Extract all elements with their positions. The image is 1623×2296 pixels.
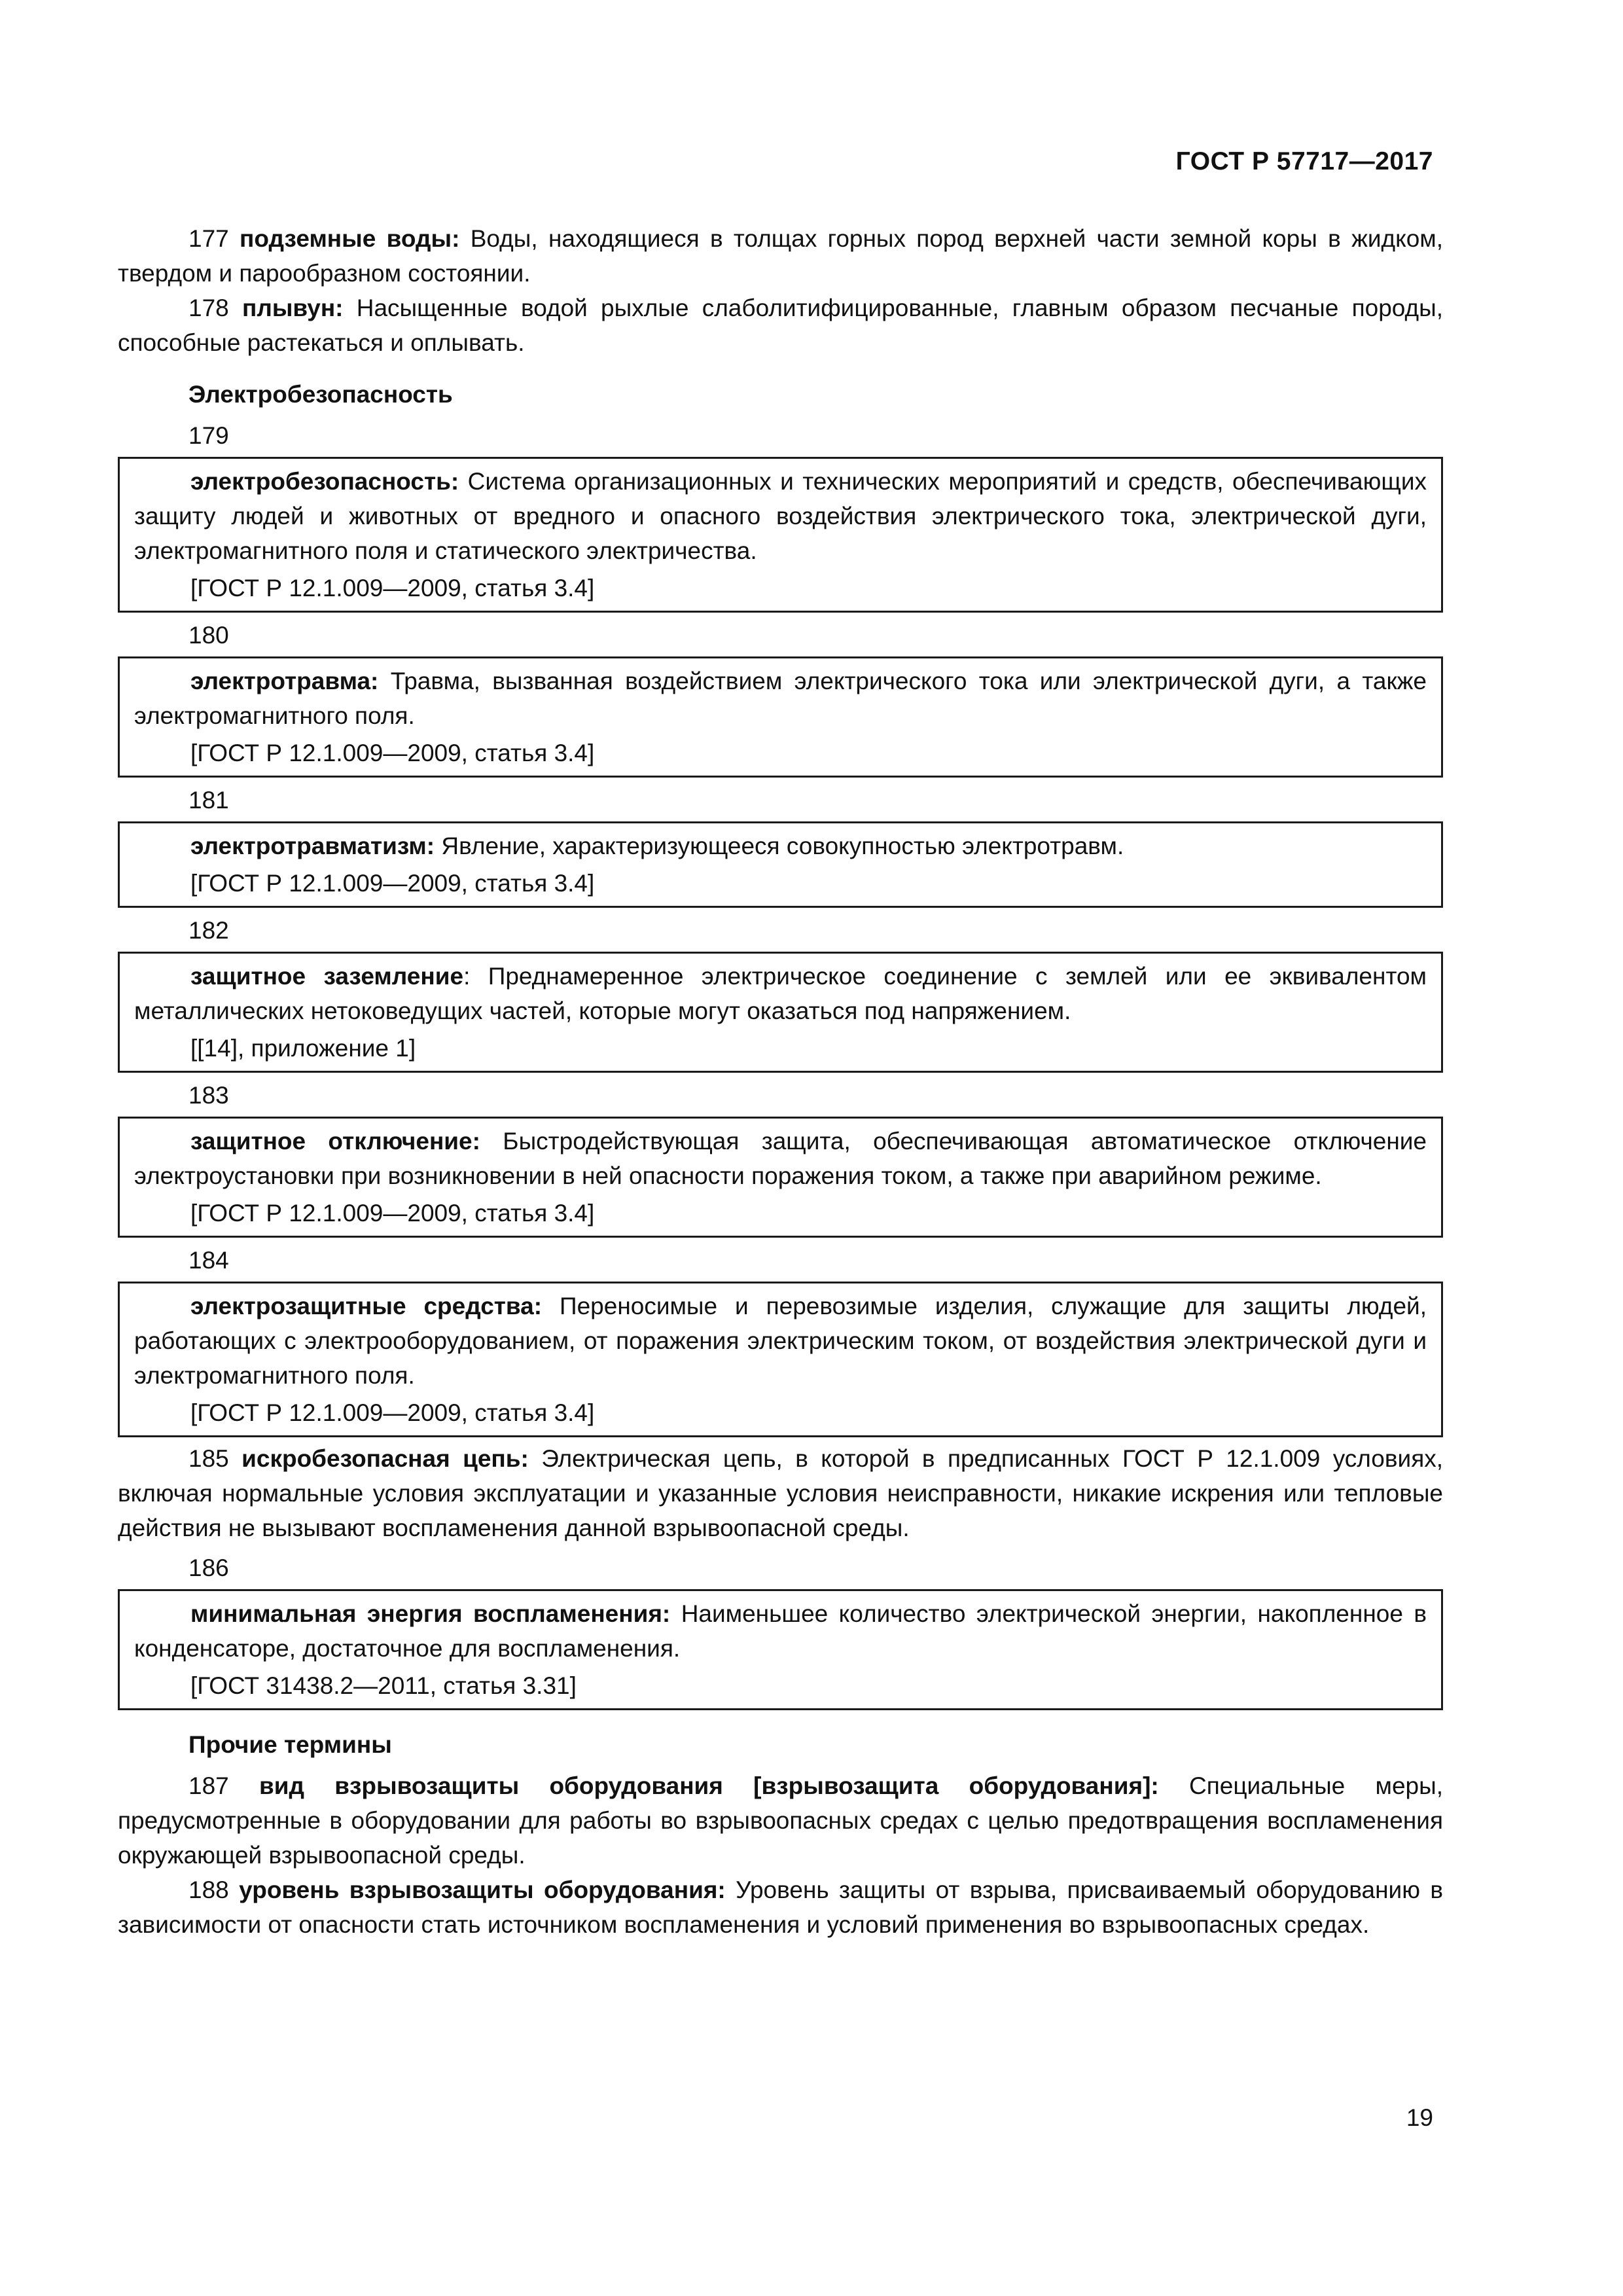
term-name: уровень взрывозащиты оборудования: bbox=[239, 1876, 726, 1903]
term-definition: : Преднамеренное электрическое соединение с землей или ее эквивалентом металлических нетоковедущих частей, которые могут оказаться под напряжением. bbox=[134, 963, 1427, 1024]
term-source: [[14], приложение 1] bbox=[190, 1035, 416, 1062]
term-entry-178 bbox=[118, 291, 1443, 360]
document-body bbox=[118, 221, 1443, 1942]
entry-number: 177 bbox=[188, 225, 229, 252]
entry-number: 188 bbox=[188, 1876, 229, 1903]
document-id-header: ГОСТ Р 57717—2017 bbox=[1175, 147, 1433, 175]
entry-number: 185 bbox=[188, 1445, 229, 1472]
entry-number: 187 bbox=[188, 1772, 229, 1799]
term-name: электробезопасность: bbox=[190, 468, 459, 495]
term-entry-187 bbox=[118, 1768, 1443, 1873]
entry-number-180: 180 bbox=[188, 622, 229, 649]
term-definition-block bbox=[134, 1596, 1427, 1666]
term-definition: Уровень защиты от взрыва, присваиваемый оборудованию в зависимости от опасности стать источником воспламенения и условий применения во взрывоопасных средах. bbox=[118, 1876, 1444, 1938]
term-definition: Электрическая цепь, в которой в предписанных ГОСТ Р 12.1.009 условиях, включая нормальные условия эксплуатации и указанные условия неисправности, никакие искрения или тепловые действия не вызывают воспламенения данной взрывоопасной среды. bbox=[118, 1445, 1444, 1541]
term-box-179 bbox=[118, 457, 1443, 613]
term-name: плывун: bbox=[241, 295, 344, 321]
term-entry-188 bbox=[118, 1873, 1443, 1942]
term-definition-block bbox=[134, 1124, 1427, 1193]
entry-number-181: 181 bbox=[188, 787, 229, 814]
term-definition-block bbox=[134, 464, 1427, 568]
term-name: минимальная энергия воспламенения: bbox=[190, 1600, 671, 1627]
term-source: [ГОСТ 31438.2—2011, статья 3.31] bbox=[190, 1672, 577, 1699]
term-name: защитное заземление bbox=[190, 963, 464, 990]
term-name: вид взрывозащиты оборудования [взрывозащита оборудования]: bbox=[259, 1772, 1159, 1799]
term-definition: Система организационных и технических мероприятий и средств, обеспечивающих защиту людей и животных от вредного и опасного воздействия электрического тока, электрической дуги, электромагнитного поля и статического электричества. bbox=[134, 468, 1427, 564]
term-definition: Наименьшее количество электрической энергии, накопленное в конденсаторе, достаточное для воспламенения. bbox=[134, 1600, 1427, 1662]
term-definition: Переносимые и перевозимые изделия, служащие для защиты людей, работающих с электрооборудованием, от поражения электрическим током, от воздействия электрической дуги и электромагнитного поля. bbox=[134, 1293, 1427, 1389]
term-definition: Травма, вызванная воздействием электрического тока или электрической дуги, а также электромагнитного поля. bbox=[134, 668, 1427, 729]
term-source: [ГОСТ Р 12.1.009—2009, статья 3.4] bbox=[190, 1399, 595, 1426]
term-entry-177 bbox=[118, 221, 1443, 291]
entry-number-179: 179 bbox=[188, 422, 229, 449]
term-box-181 bbox=[118, 821, 1443, 908]
term-source: [ГОСТ Р 12.1.009—2009, статья 3.4] bbox=[190, 575, 595, 601]
term-definition: Специальные меры, предусмотренные в оборудовании для работы во взрывоопасных средах с целью предотвращения воспламенения окружающей взрывоопасной среды. bbox=[118, 1772, 1443, 1869]
term-definition-block bbox=[134, 959, 1427, 1028]
term-name: электротравма: bbox=[190, 668, 379, 694]
term-box-183 bbox=[118, 1117, 1443, 1238]
term-box-184 bbox=[118, 1282, 1443, 1437]
entry-number-183: 183 bbox=[188, 1082, 229, 1109]
term-definition-block bbox=[134, 1289, 1427, 1393]
term-box-180 bbox=[118, 656, 1443, 778]
term-definition: Воды, находящиеся в толщах горных пород верхней части земной коры в жидком, твердом и парообразном состоянии. bbox=[118, 225, 1443, 287]
term-name: защитное отключение: bbox=[190, 1128, 480, 1155]
entry-number-186: 186 bbox=[188, 1554, 229, 1581]
term-definition: Насыщенные водой рыхлые слаболитифицированные, главным образом песчаные породы, способные растекаться и оплывать. bbox=[118, 295, 1444, 356]
section-heading-electrical-safety: Электробезопасность bbox=[188, 381, 453, 408]
section-heading-other-terms: Прочие термины bbox=[188, 1731, 392, 1758]
term-definition-block bbox=[134, 829, 1427, 863]
term-source: [ГОСТ Р 12.1.009—2009, статья 3.4] bbox=[190, 870, 595, 897]
entry-number-184: 184 bbox=[188, 1247, 229, 1274]
entry-number: 178 bbox=[188, 295, 229, 321]
term-definition: Явление, характеризующееся совокупностью электротравм. bbox=[435, 833, 1124, 859]
term-name: подземные воды: bbox=[240, 225, 460, 252]
term-definition: Быстродействующая защита, обеспечивающая автоматическое отключение электроустановки при возникновении в ней опасности поражения током, а также при аварийном режиме. bbox=[134, 1128, 1427, 1189]
term-source: [ГОСТ Р 12.1.009—2009, статья 3.4] bbox=[190, 1200, 595, 1227]
page-number: 19 bbox=[1406, 2104, 1433, 2131]
term-definition-block bbox=[134, 664, 1427, 733]
term-box-182 bbox=[118, 952, 1443, 1073]
entry-number-182: 182 bbox=[188, 917, 229, 944]
term-name: электрозащитные средства: bbox=[190, 1293, 543, 1319]
term-entry-185 bbox=[118, 1441, 1443, 1545]
term-name: электротравматизм: bbox=[190, 833, 435, 859]
term-source: [ГОСТ Р 12.1.009—2009, статья 3.4] bbox=[190, 740, 595, 766]
term-box-186 bbox=[118, 1589, 1443, 1710]
term-name: искробезопасная цепь: bbox=[241, 1445, 529, 1472]
